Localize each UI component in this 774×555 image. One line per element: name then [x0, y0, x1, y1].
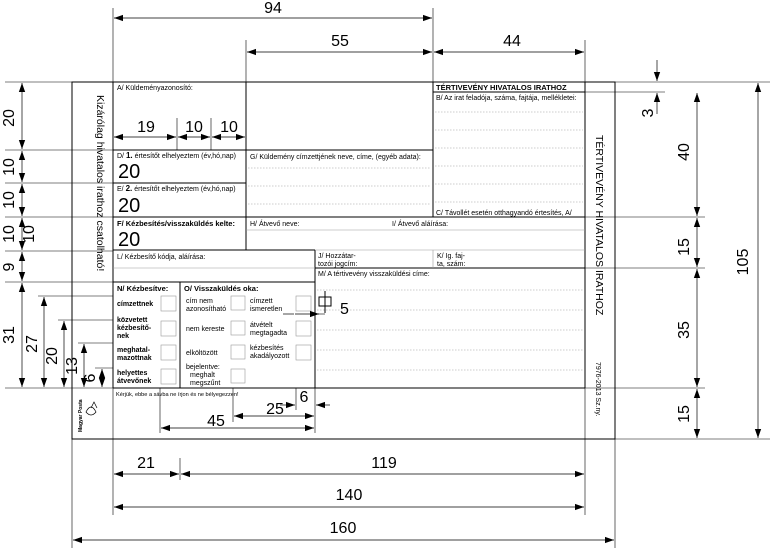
- dim-left-10c: 10: [1, 225, 18, 243]
- dim-right-35: 35: [676, 321, 693, 339]
- checkbox-o-2[interactable]: [231, 321, 245, 335]
- dim-left-27: 27: [24, 335, 41, 353]
- label-j-2: tozói jogcím:: [318, 261, 358, 268]
- label-f: F/ Kézbesítés/visszaküldés kelte:: [117, 219, 235, 228]
- n-item-1: címzettnek: [117, 301, 154, 308]
- dim-25: 25: [266, 401, 284, 418]
- dim-left-6: 6: [82, 373, 99, 383]
- dim-right-40: 40: [676, 143, 693, 161]
- checkbox-o-4[interactable]: [231, 369, 245, 383]
- checkbox-o-7[interactable]: [296, 345, 311, 360]
- value-d: 20: [118, 161, 141, 183]
- side-title-right: TÉRTIVEVÉNY HIVATALOS IRATHOZ: [593, 135, 605, 316]
- dim-left-20a: 20: [1, 109, 18, 127]
- dim-119: 119: [371, 455, 397, 472]
- dim-160: 160: [329, 520, 357, 537]
- label-j-1: J/ Hozzátar-: [318, 253, 356, 260]
- n-item-4a: helyettes: [117, 370, 148, 377]
- dim-a-10a: 10: [185, 119, 203, 136]
- n-item-2c: nek: [117, 333, 130, 340]
- dim-21: 21: [137, 455, 155, 472]
- label-h: H/ Átvevő neve:: [250, 221, 300, 228]
- dim-right-15b: 15: [676, 405, 693, 423]
- right-dimensions: [585, 60, 770, 439]
- top-dimensions: [113, 0, 585, 82]
- dim-45: 45: [207, 413, 225, 430]
- dim-right-15a: 15: [676, 238, 693, 256]
- checkbox-o-1[interactable]: [231, 296, 245, 310]
- o-item-4b: meghalt: [190, 372, 215, 379]
- label-c: C/ Távollét esetén otthagyandó értesítés, A/: [436, 210, 572, 217]
- label-k-1: K/ Ig. faj-: [437, 253, 466, 260]
- o-item-6b: megtagadta: [250, 330, 287, 337]
- dim-left-13: 13: [64, 357, 81, 375]
- label-d: D/ 1. értesítőt elhelyeztem (év,hó,nap): [117, 151, 237, 160]
- o-item-7a: kézbesítés: [250, 345, 284, 352]
- checkbox-o-6[interactable]: [296, 321, 311, 336]
- n-item-4b: átvevőnek: [117, 378, 152, 385]
- label-o: O/ Visszaküldés oka:: [184, 284, 259, 293]
- o-item-2: nem kereste: [186, 326, 225, 333]
- dim-left-31: 31: [1, 326, 18, 344]
- dim-left-9: 9: [1, 262, 18, 272]
- dim-right-3: 3: [640, 108, 657, 118]
- dim-6: 6: [299, 389, 309, 406]
- dim-left-10b: 10: [1, 191, 18, 209]
- dim-55: 55: [331, 33, 349, 50]
- n-item-2a: közvetett: [117, 317, 148, 324]
- dim-a-19: 19: [137, 119, 155, 136]
- dim-left-10d: 10: [21, 225, 38, 243]
- checkbox-o-5[interactable]: [296, 296, 311, 311]
- dim-44: 44: [503, 33, 521, 50]
- svg-text:Magyar Posta: Magyar Posta: [78, 399, 84, 432]
- footer-note: Kérjük, ebbe a sávba ne írjon és ne bélyegezzen!: [116, 392, 239, 398]
- o-item-5b: ismeretlen: [250, 306, 283, 313]
- dim-pen-5: 5: [340, 301, 349, 318]
- checkbox-n-2[interactable]: [161, 321, 176, 336]
- n-item-3b: mazottnak: [117, 355, 152, 362]
- checkbox-n-4[interactable]: [161, 369, 176, 384]
- value-f: 20: [118, 229, 141, 251]
- dim-94: 94: [264, 0, 282, 17]
- label-e: E/ 2. értesítőt elhelyeztem (év,hó,nap): [117, 184, 236, 193]
- label-i: I/ Átvevő aláírása:: [392, 221, 449, 228]
- dim-left-10a: 10: [1, 158, 18, 176]
- o-item-4c: megszűnt: [190, 380, 221, 387]
- o-item-5a: címzett: [250, 298, 273, 305]
- n-item-2b: kézbesítő-: [117, 325, 152, 332]
- dim-140: 140: [335, 487, 363, 504]
- pen-mark: [283, 291, 349, 318]
- o-item-3: elköltözött: [186, 350, 218, 357]
- label-g: G/ Küldemény címzettjének neve, címe, (egyéb adata):: [250, 154, 421, 161]
- checkbox-n-3[interactable]: [161, 345, 176, 360]
- form-body: [78, 82, 606, 432]
- dim-left-20b: 20: [44, 347, 61, 365]
- label-n: N/ Kézbesítve:: [117, 284, 169, 293]
- dim-right-105: 105: [735, 248, 752, 276]
- side-code: 7976-2013 Sz.ny.: [594, 362, 601, 417]
- o-item-1b: azonosítható: [186, 306, 227, 313]
- side-note-left: Kizárólag hivatalos irathoz csatolható!: [94, 95, 106, 272]
- label-b: B/ Az irat feladója, száma, fajtája, mellékletei:: [436, 95, 577, 102]
- o-item-1a: cím nem: [186, 298, 213, 305]
- label-m: M/ A tértivevény visszaküldési címe:: [318, 271, 430, 278]
- o-item-4a: bejelentve:: [186, 364, 220, 371]
- bottom-dimensions: [72, 388, 615, 548]
- checkbox-n-1[interactable]: [161, 296, 176, 311]
- o-item-7b: akadályozott: [250, 353, 290, 360]
- label-l: L/ Kézbesítő kódja, aláírása:: [117, 254, 206, 261]
- o-item-6a: átvételt: [250, 322, 273, 329]
- n-item-3a: meghatal-: [117, 347, 151, 354]
- label-k-2: ta, szám:: [437, 261, 466, 268]
- value-e: 20: [118, 195, 141, 217]
- header-title: TÉRTIVEVÉNY HIVATALOS IRATHOZ: [436, 83, 567, 92]
- label-a: A/ Küldeményazonosító:: [117, 85, 193, 92]
- checkbox-o-3[interactable]: [231, 345, 245, 359]
- post-logo: [78, 399, 97, 432]
- dim-a-10b: 10: [220, 119, 238, 136]
